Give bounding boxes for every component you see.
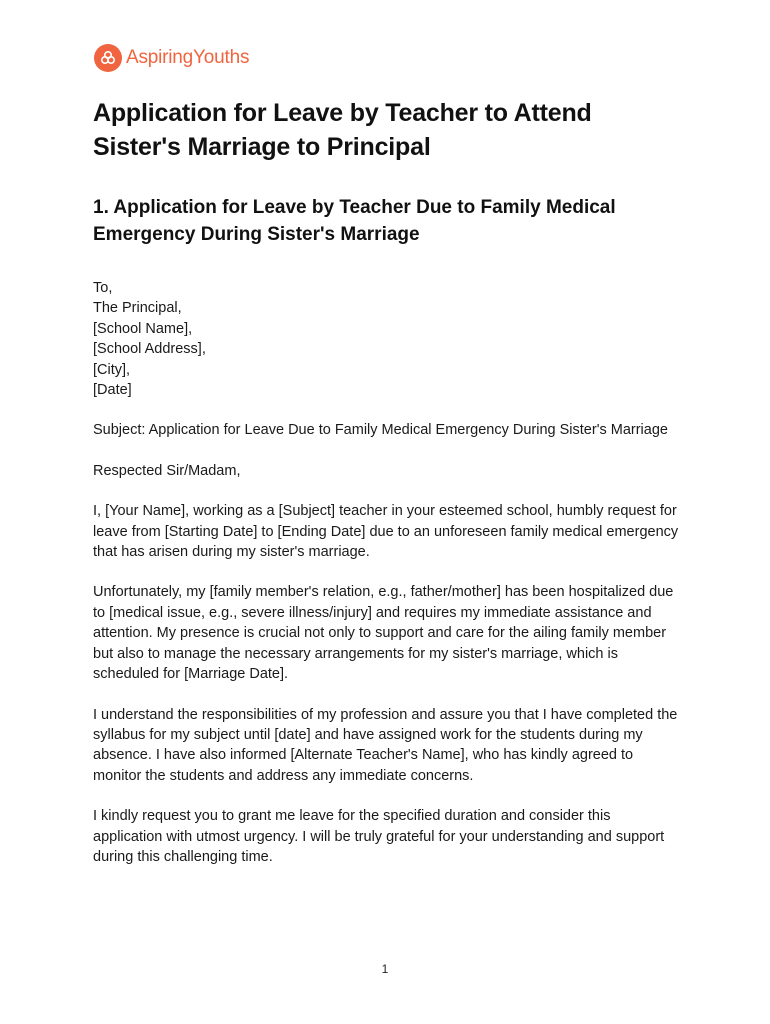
document-body <box>93 96 683 867</box>
address-line: [School Name], <box>93 320 193 337</box>
address-line: [City], <box>93 361 131 378</box>
section-heading: 1. Application for Leave by Teacher Due to Family Medical Emergency During Sister's Marriage <box>93 197 616 245</box>
salutation: Respected Sir/Madam, <box>93 462 241 479</box>
body-paragraph: Unfortunately, my [family member's relation, e.g., father/mother] has been hospitalized due to [medical issue, e.g., severe illness/injury] and requires my immediate assistance and attention. My presence is crucial not only to support and care for the ailing family member but also to manage the necessary arrangements for my sister's marriage, which is scheduled for [Marriage Date]. <box>93 584 674 683</box>
brand-name: AspiringYouths <box>126 47 250 68</box>
document-title: Application for Leave by Teacher to Attend Sister's Marriage to Principal <box>93 99 592 161</box>
address-line: To, <box>93 280 113 296</box>
body-paragraph: I, [Your Name], working as a [Subject] teacher in your esteemed school, humbly request for leave from [Starting Date] to [Ending Date] due to an unforeseen family medical emergency that has arisen during my sister's marriage. <box>93 503 679 561</box>
recipient-address <box>93 278 683 400</box>
page-number: 1 <box>381 962 389 976</box>
address-line: [School Address], <box>93 341 206 358</box>
address-line: [Date] <box>93 382 132 399</box>
address-line: The Principal, <box>93 300 182 317</box>
body-paragraph: I kindly request you to grant me leave for the specified duration and consider this application with utmost urgency. I will be truly grateful for your understanding and support during this challenging time. <box>93 808 665 865</box>
body-paragraph: I understand the responsibilities of my profession and assure you that I have completed the syllabus for my subject until [date] and have assigned work for the students during my absence. I have also informed [Alternate Teacher's Name], who has kindly agreed to monitor the students and address any immediate concerns. <box>93 706 678 784</box>
brand-logo <box>94 44 249 72</box>
infinity-knot-icon <box>94 44 122 72</box>
subject-line: Subject: Application for Leave Due to Family Medical Emergency During Sister's Marriage <box>93 422 668 439</box>
